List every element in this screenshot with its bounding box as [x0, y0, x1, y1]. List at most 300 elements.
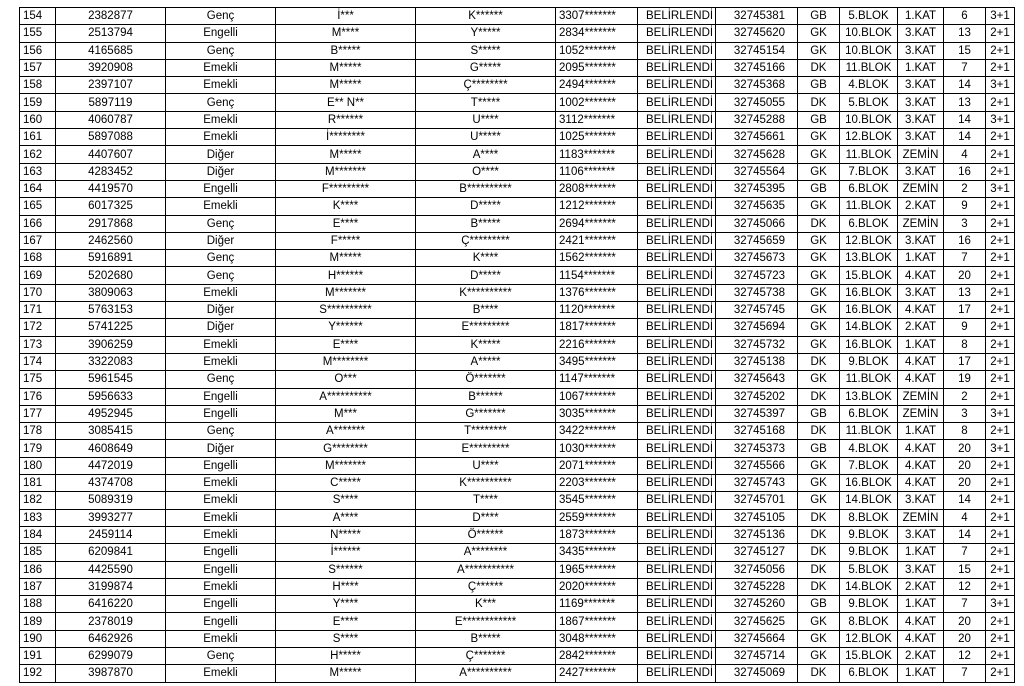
type-cell: GB	[798, 77, 840, 94]
floor-cell: 3.KAT	[898, 94, 944, 111]
room-type-cell: 2+1	[986, 647, 1015, 664]
category-cell: Diğer	[166, 302, 276, 319]
floor-cell: 4.KAT	[898, 475, 944, 492]
status-cell: BELİRLENDİ	[638, 440, 716, 457]
first-name-cell: M*******	[276, 163, 416, 180]
application-number-cell: 6209841	[56, 544, 166, 561]
floor-cell: ZEMİN	[898, 215, 944, 232]
room-type-cell: 2+1	[986, 578, 1015, 595]
status-cell: BELİRLENDİ	[638, 596, 716, 613]
application-number-cell: 3809063	[56, 284, 166, 301]
lot-number-cell: 32745168	[716, 423, 798, 440]
type-cell: GB	[798, 8, 840, 25]
lot-number-cell: 32745664	[716, 630, 798, 647]
status-cell: BELİRLENDİ	[638, 180, 716, 197]
first-name-cell: M***	[276, 405, 416, 422]
room-type-cell: 2+1	[986, 388, 1015, 405]
last-name-cell: Ö*******	[416, 371, 556, 388]
floor-cell: 3.KAT	[898, 163, 944, 180]
status-cell: BELİRLENDİ	[638, 544, 716, 561]
floor-cell: 3.KAT	[898, 284, 944, 301]
apartment-number-cell: 14	[944, 526, 986, 543]
status-cell: BELİRLENDİ	[638, 336, 716, 353]
type-cell: GK	[798, 336, 840, 353]
apartment-number-cell: 7	[944, 250, 986, 267]
type-cell: GK	[798, 250, 840, 267]
block-cell: 10.BLOK	[840, 25, 898, 42]
room-type-cell: 3+1	[986, 77, 1015, 94]
category-cell: Emekli	[166, 59, 276, 76]
apartment-number-cell: 17	[944, 302, 986, 319]
room-type-cell: 2+1	[986, 665, 1015, 682]
application-number-cell: 4952945	[56, 405, 166, 422]
apartment-number-cell: 13	[944, 94, 986, 111]
lot-number-cell: 32745743	[716, 475, 798, 492]
row-number-cell: 184	[20, 526, 56, 543]
last-name-cell: Ç*********	[416, 232, 556, 249]
apartment-number-cell: 14	[944, 77, 986, 94]
category-cell: Emekli	[166, 509, 276, 526]
application-number-cell: 4608649	[56, 440, 166, 457]
category-cell: Emekli	[166, 526, 276, 543]
lot-number-cell: 32745635	[716, 198, 798, 215]
application-number-cell: 4060787	[56, 111, 166, 128]
floor-cell: 1.KAT	[898, 423, 944, 440]
floor-cell: 1.KAT	[898, 596, 944, 613]
application-number-cell: 3987870	[56, 665, 166, 682]
row-number-cell: 164	[20, 180, 56, 197]
row-number-cell: 183	[20, 509, 56, 526]
row-number-cell: 181	[20, 475, 56, 492]
id-number-cell: 1183*******	[556, 146, 638, 163]
id-number-cell: 3307*******	[556, 8, 638, 25]
room-type-cell: 2+1	[986, 42, 1015, 59]
apartment-number-cell: 14	[944, 111, 986, 128]
floor-cell: 3.KAT	[898, 492, 944, 509]
application-number-cell: 2397107	[56, 77, 166, 94]
apartment-number-cell: 7	[944, 665, 986, 682]
category-cell: Genç	[166, 267, 276, 284]
first-name-cell: G********	[276, 440, 416, 457]
category-cell: Emekli	[166, 630, 276, 647]
floor-cell: 2.KAT	[898, 198, 944, 215]
id-number-cell: 2559*******	[556, 509, 638, 526]
type-cell: GK	[798, 302, 840, 319]
application-number-cell: 3199874	[56, 578, 166, 595]
block-cell: 12.BLOK	[840, 129, 898, 146]
category-cell: Emekli	[166, 77, 276, 94]
type-cell: GK	[798, 630, 840, 647]
id-number-cell: 1120*******	[556, 302, 638, 319]
block-cell: 12.BLOK	[840, 232, 898, 249]
id-number-cell: 2694*******	[556, 215, 638, 232]
room-type-cell: 2+1	[986, 492, 1015, 509]
row-number-cell: 165	[20, 198, 56, 215]
table-row	[20, 215, 1015, 232]
status-cell: BELİRLENDİ	[638, 526, 716, 543]
first-name-cell: F*****	[276, 232, 416, 249]
lot-number-cell: 32745397	[716, 405, 798, 422]
block-cell: 6.BLOK	[840, 405, 898, 422]
id-number-cell: 1030*******	[556, 440, 638, 457]
id-number-cell: 1002*******	[556, 94, 638, 111]
block-cell: 11.BLOK	[840, 59, 898, 76]
id-number-cell: 1873*******	[556, 526, 638, 543]
application-number-cell: 3085415	[56, 423, 166, 440]
room-type-cell: 3+1	[986, 180, 1015, 197]
status-cell: BELİRLENDİ	[638, 111, 716, 128]
room-type-cell: 2+1	[986, 423, 1015, 440]
apartment-number-cell: 19	[944, 371, 986, 388]
apartment-number-cell: 20	[944, 475, 986, 492]
id-number-cell: 3112*******	[556, 111, 638, 128]
first-name-cell: M********	[276, 353, 416, 370]
row-number-cell: 163	[20, 163, 56, 180]
table-row	[20, 77, 1015, 94]
apartment-number-cell: 2	[944, 180, 986, 197]
application-number-cell: 5897119	[56, 94, 166, 111]
table-row	[20, 284, 1015, 301]
lot-number-cell: 32745732	[716, 336, 798, 353]
table-row	[20, 336, 1015, 353]
type-cell: GK	[798, 163, 840, 180]
application-number-cell: 2513794	[56, 25, 166, 42]
last-name-cell: G*******	[416, 405, 556, 422]
first-name-cell: A****	[276, 509, 416, 526]
type-cell: GB	[798, 596, 840, 613]
apartment-number-cell: 12	[944, 578, 986, 595]
row-number-cell: 159	[20, 94, 56, 111]
application-number-cell: 4374708	[56, 475, 166, 492]
allocation-table	[19, 7, 1015, 683]
table-row	[20, 665, 1015, 682]
floor-cell: 4.KAT	[898, 302, 944, 319]
floor-cell: 4.KAT	[898, 457, 944, 474]
apartment-number-cell: 13	[944, 25, 986, 42]
lot-number-cell: 32745260	[716, 596, 798, 613]
table-row	[20, 613, 1015, 630]
category-cell: Emekli	[166, 198, 276, 215]
category-cell: Emekli	[166, 336, 276, 353]
id-number-cell: 3495*******	[556, 353, 638, 370]
id-number-cell: 2427*******	[556, 665, 638, 682]
block-cell: 14.BLOK	[840, 578, 898, 595]
block-cell: 16.BLOK	[840, 336, 898, 353]
row-number-cell: 173	[20, 336, 56, 353]
apartment-number-cell: 16	[944, 232, 986, 249]
id-number-cell: 2203*******	[556, 475, 638, 492]
table-row	[20, 267, 1015, 284]
status-cell: BELİRLENDİ	[638, 613, 716, 630]
status-cell: BELİRLENDİ	[638, 665, 716, 682]
apartment-number-cell: 7	[944, 596, 986, 613]
row-number-cell: 171	[20, 302, 56, 319]
type-cell: GK	[798, 42, 840, 59]
type-cell: DK	[798, 353, 840, 370]
block-cell: 6.BLOK	[840, 215, 898, 232]
lot-number-cell: 32745056	[716, 561, 798, 578]
apartment-number-cell: 3	[944, 405, 986, 422]
category-cell: Engelli	[166, 544, 276, 561]
floor-cell: 3.KAT	[898, 42, 944, 59]
floor-cell: 3.KAT	[898, 232, 944, 249]
table-row	[20, 302, 1015, 319]
table-row	[20, 509, 1015, 526]
room-type-cell: 2+1	[986, 146, 1015, 163]
type-cell: DK	[798, 509, 840, 526]
id-number-cell: 1067*******	[556, 388, 638, 405]
floor-cell: 1.KAT	[898, 336, 944, 353]
table-body	[20, 8, 1015, 683]
apartment-number-cell: 13	[944, 284, 986, 301]
id-number-cell: 2071*******	[556, 457, 638, 474]
last-name-cell: Ç*******	[416, 647, 556, 664]
id-number-cell: 3435*******	[556, 544, 638, 561]
id-number-cell: 1867*******	[556, 613, 638, 630]
block-cell: 9.BLOK	[840, 544, 898, 561]
block-cell: 11.BLOK	[840, 198, 898, 215]
table-row	[20, 405, 1015, 422]
block-cell: 10.BLOK	[840, 111, 898, 128]
row-number-cell: 169	[20, 267, 56, 284]
application-number-cell: 2459114	[56, 526, 166, 543]
id-number-cell: 2842*******	[556, 647, 638, 664]
row-number-cell: 187	[20, 578, 56, 595]
first-name-cell: H****	[276, 578, 416, 595]
lot-number-cell: 32745714	[716, 647, 798, 664]
floor-cell: 1.KAT	[898, 8, 944, 25]
type-cell: GK	[798, 232, 840, 249]
application-number-cell: 5202680	[56, 267, 166, 284]
room-type-cell: 2+1	[986, 129, 1015, 146]
id-number-cell: 2216*******	[556, 336, 638, 353]
last-name-cell: Y*****	[416, 25, 556, 42]
lot-number-cell: 32745738	[716, 284, 798, 301]
category-cell: Engelli	[166, 25, 276, 42]
category-cell: Engelli	[166, 457, 276, 474]
category-cell: Engelli	[166, 405, 276, 422]
floor-cell: 4.KAT	[898, 353, 944, 370]
table-row	[20, 111, 1015, 128]
application-number-cell: 5916891	[56, 250, 166, 267]
floor-cell: 2.KAT	[898, 647, 944, 664]
first-name-cell: İ********	[276, 129, 416, 146]
application-number-cell: 6299079	[56, 647, 166, 664]
status-cell: BELİRLENDİ	[638, 94, 716, 111]
floor-cell: 3.KAT	[898, 526, 944, 543]
application-number-cell: 3322083	[56, 353, 166, 370]
room-type-cell: 2+1	[986, 267, 1015, 284]
table-row	[20, 492, 1015, 509]
apartment-number-cell: 9	[944, 319, 986, 336]
room-type-cell: 2+1	[986, 561, 1015, 578]
lot-number-cell: 32745381	[716, 8, 798, 25]
id-number-cell: 2421*******	[556, 232, 638, 249]
block-cell: 5.BLOK	[840, 8, 898, 25]
type-cell: GK	[798, 25, 840, 42]
row-number-cell: 185	[20, 544, 56, 561]
category-cell: Genç	[166, 42, 276, 59]
table-row	[20, 371, 1015, 388]
floor-cell: 2.KAT	[898, 319, 944, 336]
row-number-cell: 180	[20, 457, 56, 474]
floor-cell: 4.KAT	[898, 267, 944, 284]
last-name-cell: A*****	[416, 353, 556, 370]
row-number-cell: 177	[20, 405, 56, 422]
last-name-cell: A****	[416, 146, 556, 163]
block-cell: 6.BLOK	[840, 665, 898, 682]
application-number-cell: 2462560	[56, 232, 166, 249]
status-cell: BELİRLENDİ	[638, 647, 716, 664]
status-cell: BELİRLENDİ	[638, 630, 716, 647]
category-cell: Diğer	[166, 440, 276, 457]
table-row	[20, 561, 1015, 578]
status-cell: BELİRLENDİ	[638, 198, 716, 215]
block-cell: 9.BLOK	[840, 353, 898, 370]
status-cell: BELİRLENDİ	[638, 353, 716, 370]
first-name-cell: C*****	[276, 475, 416, 492]
category-cell: Diğer	[166, 232, 276, 249]
status-cell: BELİRLENDİ	[638, 250, 716, 267]
table-row	[20, 319, 1015, 336]
table-row	[20, 475, 1015, 492]
lot-number-cell: 32745288	[716, 111, 798, 128]
row-number-cell: 155	[20, 25, 56, 42]
lot-number-cell: 32745138	[716, 353, 798, 370]
status-cell: BELİRLENDİ	[638, 25, 716, 42]
id-number-cell: 1025*******	[556, 129, 638, 146]
id-number-cell: 3422*******	[556, 423, 638, 440]
row-number-cell: 178	[20, 423, 56, 440]
apartment-number-cell: 14	[944, 129, 986, 146]
row-number-cell: 168	[20, 250, 56, 267]
table-row	[20, 198, 1015, 215]
lot-number-cell: 32745661	[716, 129, 798, 146]
table-row	[20, 630, 1015, 647]
row-number-cell: 162	[20, 146, 56, 163]
type-cell: GK	[798, 267, 840, 284]
room-type-cell: 2+1	[986, 613, 1015, 630]
first-name-cell: R******	[276, 111, 416, 128]
status-cell: BELİRLENDİ	[638, 129, 716, 146]
type-cell: DK	[798, 423, 840, 440]
room-type-cell: 3+1	[986, 405, 1015, 422]
block-cell: 16.BLOK	[840, 302, 898, 319]
row-number-cell: 157	[20, 59, 56, 76]
category-cell: Genç	[166, 371, 276, 388]
last-name-cell: A***********	[416, 561, 556, 578]
first-name-cell: N*****	[276, 526, 416, 543]
floor-cell: 3.KAT	[898, 77, 944, 94]
room-type-cell: 2+1	[986, 215, 1015, 232]
row-number-cell: 166	[20, 215, 56, 232]
last-name-cell: Ç********	[416, 77, 556, 94]
lot-number-cell: 32745105	[716, 509, 798, 526]
first-name-cell: E****	[276, 613, 416, 630]
id-number-cell: 3545*******	[556, 492, 638, 509]
first-name-cell: M****	[276, 25, 416, 42]
table-row	[20, 353, 1015, 370]
row-number-cell: 158	[20, 77, 56, 94]
apartment-number-cell: 20	[944, 613, 986, 630]
id-number-cell: 1376*******	[556, 284, 638, 301]
row-number-cell: 176	[20, 388, 56, 405]
row-number-cell: 160	[20, 111, 56, 128]
table-row	[20, 440, 1015, 457]
floor-cell: 2.KAT	[898, 578, 944, 595]
lot-number-cell: 32745055	[716, 94, 798, 111]
category-cell: Genç	[166, 423, 276, 440]
id-number-cell: 1106*******	[556, 163, 638, 180]
first-name-cell: M*******	[276, 284, 416, 301]
last-name-cell: O****	[416, 163, 556, 180]
application-number-cell: 3993277	[56, 509, 166, 526]
application-number-cell: 3906259	[56, 336, 166, 353]
apartment-number-cell: 4	[944, 509, 986, 526]
id-number-cell: 1154*******	[556, 267, 638, 284]
last-name-cell: D****	[416, 509, 556, 526]
last-name-cell: D*****	[416, 267, 556, 284]
table-row	[20, 250, 1015, 267]
block-cell: 11.BLOK	[840, 146, 898, 163]
last-name-cell: B**********	[416, 180, 556, 197]
type-cell: DK	[798, 665, 840, 682]
room-type-cell: 2+1	[986, 302, 1015, 319]
id-number-cell: 1147*******	[556, 371, 638, 388]
type-cell: GB	[798, 405, 840, 422]
status-cell: BELİRLENDİ	[638, 59, 716, 76]
category-cell: Diğer	[166, 146, 276, 163]
table-row	[20, 25, 1015, 42]
row-number-cell: 156	[20, 42, 56, 59]
id-number-cell: 2494*******	[556, 77, 638, 94]
room-type-cell: 2+1	[986, 94, 1015, 111]
status-cell: BELİRLENDİ	[638, 492, 716, 509]
lot-number-cell: 32745228	[716, 578, 798, 595]
lot-number-cell: 32745643	[716, 371, 798, 388]
lot-number-cell: 32745066	[716, 215, 798, 232]
application-number-cell: 3920908	[56, 59, 166, 76]
floor-cell: 3.KAT	[898, 561, 944, 578]
room-type-cell: 2+1	[986, 457, 1015, 474]
category-cell: Emekli	[166, 665, 276, 682]
room-type-cell: 3+1	[986, 596, 1015, 613]
room-type-cell: 2+1	[986, 630, 1015, 647]
floor-cell: ZEMİN	[898, 388, 944, 405]
lot-number-cell: 32745127	[716, 544, 798, 561]
row-number-cell: 186	[20, 561, 56, 578]
last-name-cell: K****	[416, 250, 556, 267]
type-cell: GK	[798, 492, 840, 509]
row-number-cell: 170	[20, 284, 56, 301]
status-cell: BELİRLENDİ	[638, 561, 716, 578]
block-cell: 15.BLOK	[840, 267, 898, 284]
application-number-cell: 4165685	[56, 42, 166, 59]
room-type-cell: 2+1	[986, 163, 1015, 180]
id-number-cell: 3035*******	[556, 405, 638, 422]
apartment-number-cell: 20	[944, 630, 986, 647]
apartment-number-cell: 15	[944, 561, 986, 578]
apartment-number-cell: 20	[944, 267, 986, 284]
room-type-cell: 2+1	[986, 475, 1015, 492]
table-row	[20, 596, 1015, 613]
category-cell: Emekli	[166, 284, 276, 301]
application-number-cell: 6462926	[56, 630, 166, 647]
lot-number-cell: 32745566	[716, 457, 798, 474]
apartment-number-cell: 9	[944, 198, 986, 215]
last-name-cell: K******	[416, 8, 556, 25]
category-cell: Genç	[166, 215, 276, 232]
